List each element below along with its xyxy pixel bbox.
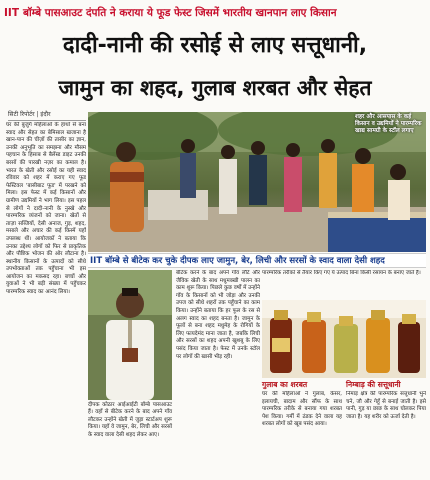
- box-text-rose-sharbat: घर की महिलाओं ने गुलाब, केसर, इलायची, बादाम और सौंफ के साथ पारम्परिक तरीके से बनाया गया शरबत पेश किया। गर्मी में ठंडक देने वाला यह शरबत लोगों को खूब पसंद आया।: [262, 391, 342, 428]
- box-title-sattudhani: निम्बाड़ की सत्तूधानी: [346, 380, 401, 389]
- banner-text: बॉम्बे पासआउट दंपति ने कराया ये फूड फेस्ट जिसमें भारतीय खानपान लाए किसान: [22, 7, 337, 19]
- byline: सिटी रिपोर्टर | इंदौर: [8, 110, 86, 121]
- banner-lead: IIT: [4, 7, 19, 19]
- photo-callout: शहर और आसपास के कई किसान व उद्यमियों ने पारम्परिक खाद्य सामग्री के स्टॉल लगाए: [355, 114, 422, 135]
- article-column-middle: बीटेक करने के बाद अपने गाँव लौटे और जैविक खेती के साथ मधुमक्खी पालन का काम शुरू किया। पिछले कुछ वर्षों में उन्होंने गाँव के किसानों को भी जोड़ा और उनकी उपज को सीधे शहरों तक पहुँचाने का काम किया। उन्होंने बताया कि हर फूल के रस से अलग स्वाद का शहद बनता है। जामुन के फूलों से बना शहद मधुमेह के रोगियों के लिए फायदेमंद माना जाता है, जबकि लिची और सरसों का शहद अपनी खुशबू के लिए पसंद किया जाता है। फेस्ट में उनके स्टॉल पर लोगों की खासी भीड़ रही।: [176, 270, 260, 360]
- byline-city: इंदौर: [40, 111, 51, 118]
- headline-line-2: जामुन का शहद, गुलाब शरबत और सेहत: [58, 76, 372, 100]
- article-column-right-top: पारम्परिक तरीकों से तैयार किए गए ये उत्पाद बिना किसी रसायन के बनाए जाते हैं।: [262, 270, 421, 276]
- caption-deepak: दीपक कोठार आईआईटी बॉम्बे पासआउट हैं। वहाँ से बीटेक करने के बाद अपने गाँव लौटकर उन्होंने खेती में जुड़ा स्टार्टअप शुरू किया। यहाँ वे जामुन, बेर, लिची और सरसों के स्वाद वाला देसी शहद लेकर आए।: [88, 402, 172, 438]
- subheading: IIT बॉम्बे से बीटेक कर चुके दीपक लाए जामुन, बेर, लिची और सरसों के स्वाद वाला देसी शहद: [88, 253, 426, 268]
- deepak-photo: [88, 270, 172, 400]
- top-banner: [4, 3, 426, 23]
- box-text-sattudhani: निमाड़ क्षेत्र की पारम्परिक सत्तूधानी भुने चने, जौ और गेहूँ से बनाई जाती है। इसे पानी, गुड़ या छाछ के साथ घोलकर पिया जाता है। यह शरीर को ऊर्जा देती है।: [346, 391, 426, 420]
- byline-desk: सिटी रिपोर्टर: [8, 111, 35, 118]
- article-column-left: घर की बुजुर्ग महिलाओं के हाथों से बना स्वाद और सेहत का बेमिसाल खजाना है खान-पान की चीज़ों की तासीर का ज्ञान, उनकी अनुभूति का समझना और मौसम पहचान के हिसाब से बैलेंस्ड डाइट उनकी बरसों की पारखी नज़र का कमाल है। भारत के खेती और रसोई का यही स्वाद रविवार को शहर में कराए गए फूड फेस्टिवल 'बासीबाट फूड' में परखने को मिला। इस फेस्ट में कई किसानों और ग्रामीण उद्यमियों ने भाग लिया। इस पहल से लोगों ने दादी-नानी के नुस्खे और पारम्परिक व्यंजनों को जाना। खेतों से ताज़ा सब्जियों, देसी अनाज, गुड़, शहद, मसाले और अचार की कई किस्में यहाँ उपलब्ध थीं। आयोजकों ने बताया कि उनका उद्देश्य लोगों को फिर से प्राकृतिक और पौष्टिक भोजन की ओर लौटाना है। स्थानीय किसानों के उत्पादों को सीधे उपभोक्ताओं तक पहुँचाना भी इस आयोजन का मकसद रहा। बच्चों और युवाओं ने भी बड़ी संख्या में पहुँचकर पारम्परिक स्वाद का आनंद लिया।: [6, 122, 86, 296]
- headline-line-1: दादी-नानी की रसोई से लाए सत्तूधानी,: [62, 33, 368, 58]
- box-title-rose-sharbat: गुलाब का शरबत: [262, 380, 308, 389]
- byline-rule: [8, 120, 86, 121]
- bottles-photo: [262, 300, 426, 378]
